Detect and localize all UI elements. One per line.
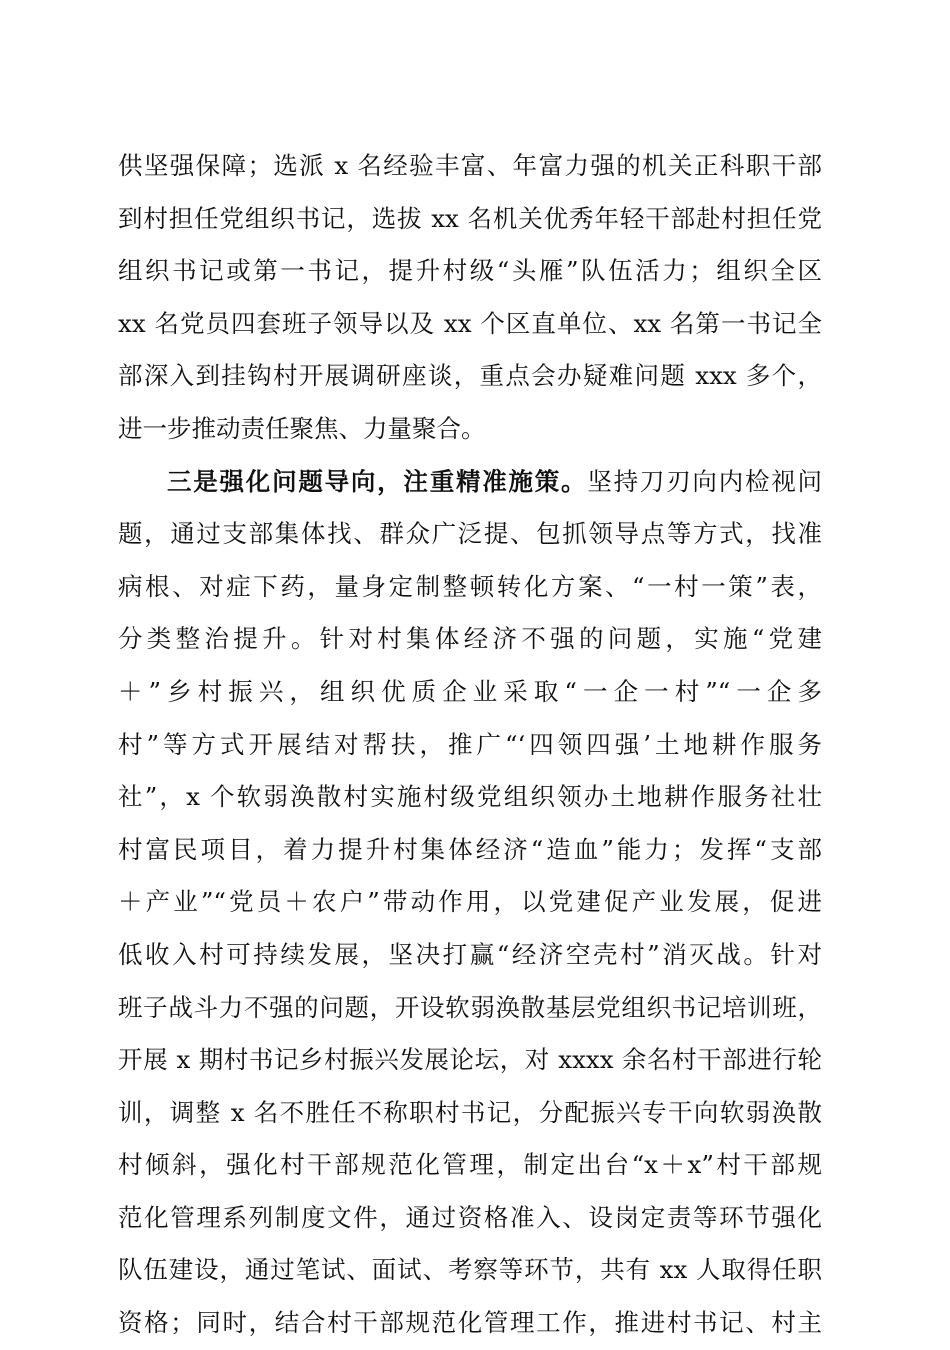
paragraph-line: 社”，x 个软弱涣散村实施村级党组织领办土地耕作服务社壮: [118, 782, 822, 812]
paragraph-line: 村富民项目，着力提升村集体经济“造血”能力；发挥“支部: [118, 834, 822, 864]
paragraph-line: 低收入村可持续发展，坚决打赢“经济空壳村”消灭战。针对: [118, 939, 822, 969]
paragraph-line: 到村担任党组织书记，选拔 xx 名机关优秀年轻干部赴村担任党: [118, 203, 822, 233]
paragraph-line: 班子战斗力不强的问题，开设软弱涣散基层党组织书记培训班，: [118, 992, 822, 1022]
paragraph-line: xx 名党员四套班子领导以及 xx 个区直单位、xx 名第一书记全: [118, 308, 822, 338]
paragraph-line: 进一步推动责任聚焦、力量聚合。: [118, 413, 486, 443]
paragraph-line: 村倾斜，强化村干部规范化管理，制定出台“x＋x”村干部规: [118, 1150, 822, 1180]
paragraph-line: 题，通过支部集体找、群众广泛提、包抓领导点等方式，找准: [118, 519, 822, 549]
paragraph-line: 部深入到挂钩村开展调研座谈，重点会办疑难问题 xxx 多个，: [118, 361, 822, 391]
paragraph-line: 范化管理系列制度文件，通过资格准入、设岗定责等环节强化: [118, 1202, 822, 1232]
paragraph-line: ＋产业”“党员＋农户”带动作用，以党建促产业发展，促进: [118, 887, 822, 917]
paragraph-2: [118, 456, 822, 1350]
paragraph-line-rest: 坚持刀刃向内检视问: [587, 466, 823, 496]
paragraph-line: 队伍建设，通过笔试、面试、考察等环节，共有 xx 人取得任职: [118, 1255, 822, 1285]
paragraph-line: 村”等方式开展结对帮扶，推广“‘四领四强’土地耕作服务: [118, 729, 822, 759]
paragraph-line: 开展 x 期村书记乡村振兴发展论坛，对 xxxx 余名村干部进行轮: [118, 1045, 822, 1075]
paragraph-line: 供坚强保障；选派 x 名经验丰富、年富力强的机关正科职干部: [118, 151, 822, 180]
paragraph-line: 分类整治提升。针对村集体经济不强的问题，实施“党建: [118, 624, 822, 654]
paragraph-line: 组织书记或第一书记，提升村级“头雁”队伍活力；组织全区: [118, 256, 822, 286]
section-heading-lead: 三是强化问题导向，注重精准施策。: [167, 466, 588, 496]
document-body: [118, 140, 822, 1350]
paragraph-line: 资格；同时，结合村干部规范化管理工作，推进村书记、村主: [118, 1308, 822, 1338]
paragraph-line: 病根、对症下药，量身定制整顿转化方案、“一村一策”表，: [118, 571, 822, 601]
paragraph-1: [118, 140, 822, 456]
paragraph-line: ＋”乡村振兴，组织优质企业采取“一企一村”“一企多: [118, 676, 822, 706]
paragraph-line: 训，调整 x 名不胜任不称职村书记，分配振兴专干向软弱涣散: [118, 1097, 822, 1127]
paragraph-first-line: [118, 456, 822, 509]
